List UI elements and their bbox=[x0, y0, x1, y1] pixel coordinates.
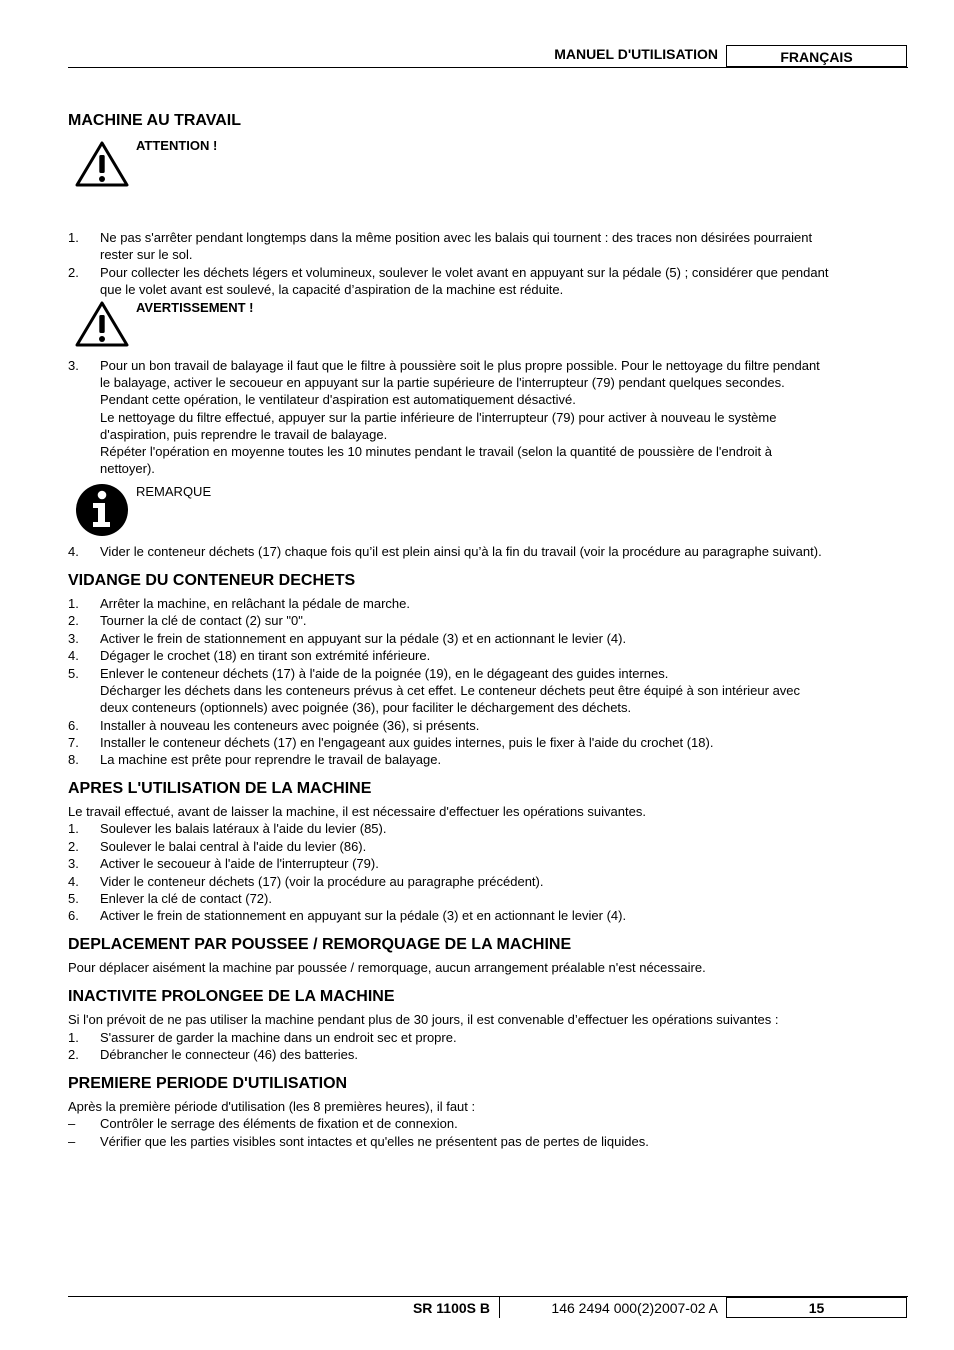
towing-intro: Pour déplacer aisément la machine par poussée / remorquage, aucun arrangement préalable n'est nécessaire. bbox=[68, 960, 706, 975]
remark-label: REMARQUE bbox=[136, 484, 212, 499]
warning-triangle-icon bbox=[74, 299, 130, 349]
section-title-after-use: APRES L'UTILISATION DE LA MACHINE bbox=[68, 780, 372, 797]
header-language: FRANÇAIS bbox=[726, 45, 907, 67]
warning-label: AVERTISSEMENT ! bbox=[136, 300, 254, 315]
section-title-inactivity: INACTIVITE PROLONGEE DE LA MACHINE bbox=[68, 988, 395, 1005]
section-title-emptying: VIDANGE DU CONTENEUR DECHETS bbox=[68, 572, 356, 589]
manual-page: MANUEL D'UTILISATION FRANÇAIS MACHINE AU TRAVAIL ATTENTION ! 1. Ne pas s'arrêter pendant longtemps dans la même position avec les balais qui tournent : des traces non désirées pourraient rester sur le sol. 2. Pour collecter les déchets légers et volumineux, soulever le volet avant en appuyant sur la pédale (5) ; considérer que pendant que le volet avant est soulevé, la capacité d’aspiration de la machine est réduite. AVERTISSEMENT ! 3. Pour un bon travail de balayage il faut que le filtre à poussière soit le plus propre possible. Pour le nettoyage du filtre pendant le balayage, activer le secoueur en appuyant sur la partie supérieure de l'interrupteur (79) pendant quelques secondes. Pendant cette opération, le ventilateur d'aspiration est automatiquement désactivé. Le nettoyage du filtre effectué, appuyer sur la partie inférieure de l'interrupteur (79) pour activer à nouveau le système d'aspiration, puis reprendre le travail de balayage. Répéter l'opération en moyenne toutes les 10 minutes pendant le travail (selon la quantité de poussière de l'endroit à nettoyer). REMARQUE 4. Vider le conteneur déchets (17) chaque fois qu’il est plein ainsi qu’à la fin du travail (voir la procédure au paragraphe suivant). VIDANGE DU CONTENEUR DECHETS 1. Arrêter la machine, en relâchant la pédale de marche. 2. Tourner la clé de contact (2) sur "0". 3. Activer le frein de stationnement en appuyant sur la pédale (3) et en actionnant le levier (4). 4. Dégager le crochet (18) en tirant son extrémité inférieure. 5. Enlever le conteneur déchets (17) à l'aide de la poignée (19), en le dégageant des guides internes. Décharger les déchets dans les conteneurs prévus à cet effet. Le conteneur déchets peut être équipé à son intérieur avec deux conteneurs (optionnels) avec poignée (36), pour faciliter le déchargement des déchets. 6. Installer à nouveau les conteneurs avec poignée (36), si présents. 7. Installer le conteneur déchets (17) en l'engageant aux guides internes, puis le fixer à l'aide du crochet (18). 8. La machine est prête pour reprendre le travail de balayage. APRES L'UTILISATION DE LA MACHINE Le travail effectué, avant de laisser la machine, il est nécessaire d'effectuer les opérations suivantes. 1. Soulever les balais latéraux à l'aide du levier (85). 2. Soulever le balai central à l'aide du levier (86). 3. Activer le secoueur à l'aide de l'interrupteur (79). 4. Vider le conteneur déchets (17) (voir la procédure au paragraphe précédent). 5. Enlever la clé de contact (72). 6. Activer le frein de stationnement en appuyant sur la pédale (3) et en actionnant le levier (4). DEPLACEMENT PAR POUSSEE / REMORQUAGE DE LA MACHINE Pour déplacer aisément la machine par poussée / remorquage, aucun arrangement préalable n'est nécessaire. INACTIVITE PROLONGEE DE LA MACHINE Si l'on prévoit de ne pas utiliser la machine pendant plus de 30 jours, il est convenable d’effectuer les opérations suivantes : 1. S'assurer de garder la machine dans un endroit sec et propre. 2. Débrancher le connecteur (46) des batteries. PREMIERE PERIODE D'UTILISATION Après la première période d'utilisation (les 8 premières heures), il faut : – Contrôler le serrage des éléments de fixation et de connexion. – Vérifier que les parties visibles sont intactes et qu'elles ne présentent pas de pertes de liquides. SR 1100S B 146 2494 000(2)2007-02 A 15 bbox=[0, 0, 954, 1350]
info-circle-icon bbox=[74, 482, 130, 538]
footer-page-number: 15 bbox=[726, 1297, 907, 1318]
warning-triangle-icon bbox=[74, 139, 130, 189]
header-title: MANUEL D'UTILISATION bbox=[554, 46, 718, 62]
footer-doc-ref: 146 2494 000(2)2007-02 A bbox=[551, 1300, 718, 1316]
after-use-intro: Le travail effectué, avant de laisser la machine, il est nécessaire d'effectuer les opérations suivantes. bbox=[68, 804, 646, 819]
first-period-intro: Après la première période d'utilisation (les 8 premières heures), il faut : bbox=[68, 1099, 476, 1114]
footer-model: SR 1100S B bbox=[412, 1300, 490, 1316]
section-title-towing: DEPLACEMENT PAR POUSSEE / REMORQUAGE DE LA MACHINE bbox=[68, 936, 572, 953]
section-title-first-period: PREMIERE PERIODE D'UTILISATION bbox=[68, 1075, 348, 1092]
header-rule bbox=[68, 67, 908, 68]
inactivity-intro: Si l'on prévoit de ne pas utiliser la machine pendant plus de 30 jours, il est convenable d’effectuer les opérations suivantes : bbox=[68, 1012, 779, 1027]
section-title-work: MACHINE AU TRAVAIL bbox=[68, 112, 242, 129]
attention-label: ATTENTION ! bbox=[136, 138, 218, 153]
